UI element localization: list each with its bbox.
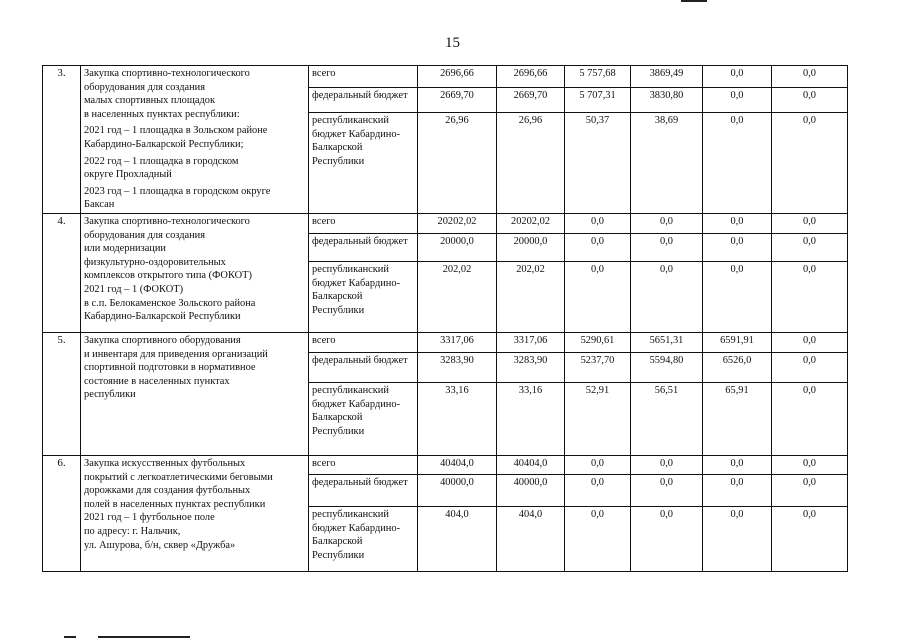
description-line: Закупка спортивного оборудования — [84, 334, 241, 346]
amount-cell: 0,0 — [772, 88, 848, 112]
amount-cell: 40000,0 — [497, 474, 565, 506]
amount-cell: 2669,70 — [418, 88, 497, 112]
amount-cell: 0,0 — [703, 88, 772, 112]
amount-cell: 26,96 — [418, 112, 497, 213]
funding-source-label: федеральный бюджет — [309, 352, 418, 382]
amount-cell: 0,0 — [631, 455, 703, 474]
funding-source-label: республиканский бюджет Кабардино-Балкарской Республики — [309, 112, 418, 213]
measure-description — [81, 213, 309, 332]
amount-cell: 6526,0 — [703, 352, 772, 382]
amount-cell: 38,69 — [631, 112, 703, 213]
funding-source-label: федеральный бюджет — [309, 233, 418, 261]
amount-cell: 0,0 — [772, 455, 848, 474]
funding-source-label: федеральный бюджет — [309, 88, 418, 112]
description-line: Закупка спортивно-технологического — [84, 68, 250, 79]
row-number: 4. — [43, 213, 81, 332]
table-row — [43, 66, 848, 88]
description-line: округе Прохладный — [84, 169, 172, 181]
description-line: спортивной подготовки в нормативное — [84, 362, 256, 374]
amount-cell: 65,91 — [703, 382, 772, 455]
amount-cell: 202,02 — [418, 261, 497, 332]
amount-cell: 5290,61 — [565, 332, 631, 352]
amount-cell: 40000,0 — [418, 474, 497, 506]
scan-artifact-bottom — [64, 636, 190, 638]
amount-cell: 2696,66 — [497, 66, 565, 88]
row-number: 5. — [43, 332, 81, 455]
table-row — [43, 332, 848, 352]
description-line: ул. Ашурова, б/н, сквер «Дружба» — [84, 539, 236, 551]
funding-source-label: республиканский бюджет Кабардино-Балкарской Республики — [309, 506, 418, 571]
amount-cell: 0,0 — [772, 332, 848, 352]
amount-cell: 0,0 — [703, 213, 772, 233]
measure-description — [81, 455, 309, 571]
funding-source-label: всего — [309, 213, 418, 233]
page-number: 15 — [445, 35, 460, 51]
amount-cell: 3830,80 — [631, 88, 703, 112]
description-line: Закупка искусственных футбольных — [84, 457, 246, 469]
description-line: 2023 год – 1 площадка в городском округе — [84, 185, 271, 197]
description-line: 2021 год – 1 площадка в Зольском районе — [84, 125, 268, 137]
funding-source-label: всего — [309, 66, 418, 88]
amount-cell: 0,0 — [703, 455, 772, 474]
row-number: 6. — [43, 455, 81, 571]
amount-cell: 202,02 — [497, 261, 565, 332]
funding-source-label: федеральный бюджет — [309, 474, 418, 506]
funding-source-label: республиканский бюджет Кабардино-Балкарской Республики — [309, 382, 418, 455]
description-line: по адресу: г. Нальчик, — [84, 525, 181, 537]
description-line: физкультурно-оздоровительных — [84, 256, 226, 268]
table-row — [43, 213, 848, 233]
amount-cell: 0,0 — [631, 474, 703, 506]
funding-source-label: республиканский бюджет Кабардино-Балкарской Республики — [309, 261, 418, 332]
scan-artifact-top — [681, 0, 707, 2]
description-line: комплексов открытого типа (ФОКОТ) — [84, 270, 252, 282]
amount-cell: 33,16 — [497, 382, 565, 455]
budget-table — [42, 65, 848, 572]
description-line: полей в населенных пунктах республики — [84, 498, 266, 510]
description-line: покрытий с легкоатлетическими беговыми — [84, 471, 273, 483]
amount-cell: 0,0 — [772, 352, 848, 382]
amount-cell: 2669,70 — [497, 88, 565, 112]
amount-cell: 0,0 — [631, 213, 703, 233]
measure-description — [81, 66, 309, 214]
amount-cell: 0,0 — [565, 506, 631, 571]
description-line: малых спортивных площадок — [84, 95, 216, 107]
description-line: состояние в населенных пунктах — [84, 375, 230, 387]
amount-cell: 33,16 — [418, 382, 497, 455]
amount-cell: 20202,02 — [418, 213, 497, 233]
description-line: в с.п. Белокаменское Зольского района — [84, 297, 256, 309]
amount-cell: 3283,90 — [497, 352, 565, 382]
description-line: или модернизации — [84, 243, 166, 255]
row-number: 3. — [43, 66, 81, 214]
amount-cell: 0,0 — [631, 261, 703, 332]
description-line: Кабардино-Балкарской Республики — [84, 311, 241, 323]
amount-cell: 0,0 — [703, 66, 772, 88]
table-row — [43, 455, 848, 474]
amount-cell: 5 707,31 — [565, 88, 631, 112]
amount-cell: 0,0 — [703, 261, 772, 332]
amount-cell: 3317,06 — [497, 332, 565, 352]
description-line: дорожками для создания футбольных — [84, 485, 251, 497]
amount-cell: 5237,70 — [565, 352, 631, 382]
description-line: 2022 год – 1 площадка в городском — [84, 155, 239, 167]
amount-cell: 0,0 — [772, 382, 848, 455]
amount-cell: 40404,0 — [418, 455, 497, 474]
amount-cell: 0,0 — [772, 474, 848, 506]
amount-cell: 0,0 — [703, 112, 772, 213]
funding-source-label: всего — [309, 332, 418, 352]
amount-cell: 0,0 — [772, 233, 848, 261]
amount-cell: 20202,02 — [497, 213, 565, 233]
amount-cell: 0,0 — [631, 233, 703, 261]
amount-cell: 26,96 — [497, 112, 565, 213]
amount-cell: 0,0 — [703, 233, 772, 261]
description-line: республики — [84, 389, 136, 401]
amount-cell: 5651,31 — [631, 332, 703, 352]
amount-cell: 404,0 — [497, 506, 565, 571]
amount-cell: 0,0 — [565, 213, 631, 233]
amount-cell: 0,0 — [565, 261, 631, 332]
description-line: оборудования для создания — [84, 229, 206, 241]
amount-cell: 52,91 — [565, 382, 631, 455]
amount-cell: 3283,90 — [418, 352, 497, 382]
amount-cell: 0,0 — [703, 506, 772, 571]
amount-cell: 3317,06 — [418, 332, 497, 352]
budget-table-body — [43, 66, 848, 572]
amount-cell: 0,0 — [772, 261, 848, 332]
amount-cell: 0,0 — [772, 66, 848, 88]
amount-cell: 0,0 — [772, 112, 848, 213]
amount-cell: 5 757,68 — [565, 66, 631, 88]
description-line: и инвентаря для приведения организаций — [84, 348, 268, 360]
amount-cell: 0,0 — [703, 474, 772, 506]
amount-cell: 0,0 — [565, 233, 631, 261]
amount-cell: 0,0 — [772, 506, 848, 571]
funding-source-label: всего — [309, 455, 418, 474]
amount-cell: 56,51 — [631, 382, 703, 455]
description-line: Закупка спортивно-технологического — [84, 215, 250, 227]
description-line: 2021 год – 1 (ФОКОТ) — [84, 283, 184, 295]
amount-cell: 5594,80 — [631, 352, 703, 382]
description-line: Кабардино-Балкарской Республики; — [84, 138, 244, 150]
amount-cell: 20000,0 — [497, 233, 565, 261]
measure-description — [81, 332, 309, 455]
amount-cell: 40404,0 — [497, 455, 565, 474]
amount-cell: 50,37 — [565, 112, 631, 213]
description-line: 2021 год – 1 футбольное поле — [84, 512, 215, 524]
amount-cell: 6591,91 — [703, 332, 772, 352]
amount-cell: 0,0 — [565, 455, 631, 474]
description-line: Баксан — [84, 199, 115, 211]
amount-cell: 0,0 — [772, 213, 848, 233]
amount-cell: 2696,66 — [418, 66, 497, 88]
amount-cell: 20000,0 — [418, 233, 497, 261]
amount-cell: 3869,49 — [631, 66, 703, 88]
description-line: оборудования для создания — [84, 81, 206, 93]
amount-cell: 0,0 — [631, 506, 703, 571]
amount-cell: 0,0 — [565, 474, 631, 506]
description-line: в населенных пунктах республики: — [84, 108, 240, 120]
amount-cell: 404,0 — [418, 506, 497, 571]
